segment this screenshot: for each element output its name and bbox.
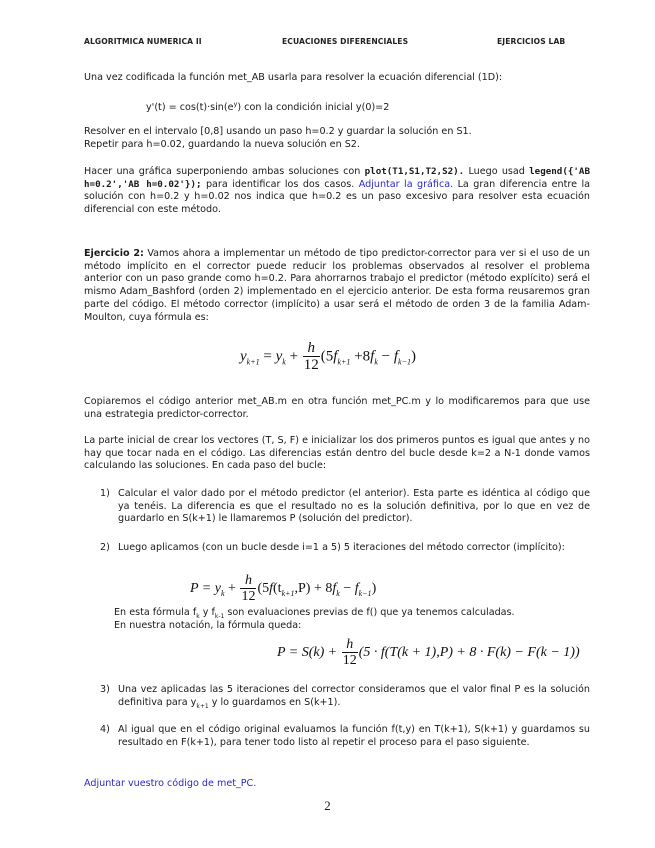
f1-f3-sub: k−1 bbox=[398, 357, 411, 367]
f2-t-sub: k+1 bbox=[281, 589, 295, 599]
ejercicio2-paragraph bbox=[84, 248, 590, 324]
step-4-number: 4) bbox=[100, 724, 110, 735]
step-2-text: Luego aplicamos (con un bucle desde i=1 a 5) 5 iteraciones del método corrector (implícito): bbox=[118, 542, 565, 553]
f2-plus: + bbox=[224, 581, 240, 597]
f2-body-c: ,P) + 8 bbox=[294, 581, 333, 597]
f1-lhs-sub: k+1 bbox=[246, 357, 260, 367]
f1-f1: f bbox=[333, 348, 338, 365]
f1-f3: f bbox=[393, 348, 399, 365]
resolve-line-2: Repetir para h=0.02, guardando la nueva solución en S2. bbox=[84, 139, 360, 150]
step-3-sub: k+1 bbox=[196, 702, 209, 710]
f2-fraction bbox=[240, 574, 256, 604]
plot-text-3: para identificar los dos casos. bbox=[201, 178, 359, 190]
note-sub-1: k bbox=[196, 612, 200, 620]
f2-f2-sub: k bbox=[336, 589, 340, 599]
f2-lhs: P = y bbox=[190, 581, 221, 597]
f2-num: h bbox=[244, 573, 252, 588]
f1-close: ) bbox=[410, 348, 416, 365]
ode-rhs: ) con la condición inicial y(0)=2 bbox=[237, 102, 390, 114]
step-1-text: Calcular el valor dado por el método predictor (el anterior). Esta parte es idéntica al código que ya tenéis. La diferencia es que el resultado no es la solución definitiva, por lo que en vez de guardarlo en S(k+1) le llamaremos P (solución del predictor). bbox=[118, 488, 590, 525]
f2-lhs-sub: k bbox=[220, 589, 225, 599]
step-1 bbox=[100, 488, 590, 526]
f1-body: (5 bbox=[320, 348, 334, 365]
notation-formula bbox=[277, 638, 580, 668]
plot-paragraph bbox=[84, 166, 590, 217]
step-2 bbox=[100, 542, 590, 555]
step-4 bbox=[100, 724, 590, 749]
intro-line: Una vez codificada la función met_AB usarla para resolver la ecuación diferencial (1D): bbox=[84, 72, 503, 83]
note-text-a: En esta fórmula f bbox=[114, 607, 197, 618]
f2-f: f bbox=[269, 581, 273, 597]
plot-text-1: Hacer una gráfica superponiendo ambas soluciones con bbox=[84, 166, 365, 177]
note-sub-2: k-1 bbox=[214, 612, 225, 620]
f3-body: (5 · f(T(k + 1),P) + 8 · F(k) − F(k − 1)) bbox=[358, 645, 580, 661]
f1-num: h bbox=[307, 340, 316, 356]
f1-mid: +8 bbox=[350, 348, 371, 365]
f1-y-sub: k bbox=[282, 357, 286, 367]
f2-f3-sub: k−1 bbox=[358, 589, 372, 599]
step-3-number: 3) bbox=[100, 684, 110, 695]
step-3-text bbox=[118, 684, 590, 713]
plot-text-2: Luego usad bbox=[464, 166, 530, 177]
f2-f2: f bbox=[332, 581, 337, 597]
step-3-text-b: y lo guardamos en S(k+1). bbox=[208, 696, 341, 708]
adams-moulton-formula bbox=[240, 341, 416, 373]
ode-sup: y bbox=[233, 100, 238, 108]
f2-body-b: (t bbox=[273, 581, 282, 597]
step-4-text: Al igual que en el código original evaluamos la función f(t,y) en T(k+1), S(k+1) y guardamos su resultado en F(k+1), para tener todo listo al repetir el proceso para el paso siguiente. bbox=[118, 724, 590, 748]
step-1-number: 1) bbox=[100, 488, 110, 499]
step-3 bbox=[100, 684, 590, 713]
ejercicio2-text: Vamos ahora a implementar un método de tipo predictor-corrector para ver si el uso de un método implícito en el corrector puede reducir los problemas observados al resolver el problema anterior con un paso grande como h=0.2. Para ahorrarnos trabajo el predictor (método explícito) será el mismo Adam_Bashford (orden 2) implementado en el ejercicio anterior. De esta forma reusaremos gran parte del código. El método corrector (implícito) a usar será el método de orden 3 de la familia Adam-Moulton, cuya fórmula es: bbox=[84, 248, 590, 323]
note-line-2: En nuestra notación, la fórmula queda: bbox=[114, 620, 302, 631]
header-left: ALGORITMICA NUMERICA II bbox=[84, 37, 202, 46]
f1-f2-sub: k bbox=[374, 357, 378, 367]
f3-lhs: P = S(k) + bbox=[277, 645, 341, 661]
f3-den: 12 bbox=[342, 653, 357, 668]
f1-minus: − bbox=[377, 348, 394, 365]
corrector-formula bbox=[190, 574, 376, 604]
f1-f2: f bbox=[370, 348, 375, 365]
f2-f3: f bbox=[354, 581, 359, 597]
f1-eq: = bbox=[259, 348, 276, 365]
note-text-c: son evaluaciones previas de f() que ya tenemos calculadas. bbox=[224, 607, 515, 618]
f1-lhs: y bbox=[240, 348, 247, 365]
resolve-line-1: Resolver en el intervalo [0,8] usando un paso h=0.2 y guardar la solución en S1. bbox=[84, 126, 472, 137]
header-center: ECUACIONES DIFERENCIALES bbox=[282, 37, 409, 46]
plot-text-4: La gran diferencia entre la solución con h=0.2 y h=0.02 nos indica que h=0.2 es un paso excesivo para resolver esta ecuación diferencial con este método. bbox=[84, 178, 590, 216]
f1-plus: + bbox=[285, 348, 302, 365]
initial-paragraph: La parte inicial de crear los vectores (T, S, F) e inicializar los dos primeros puntos es igual que antes y no hay que tocar nada en el código. Las diferencias están dentro del bucle desde k=2 a N-1 donde vamos calculando las soluciones. En cada paso del bucle: bbox=[84, 435, 590, 472]
plot-code: plot(T1,S1,T2,S2). bbox=[364, 166, 465, 177]
ode-lhs: y'(t) = cos(t)·sin(e bbox=[146, 102, 234, 114]
f2-minus: − bbox=[339, 581, 355, 597]
copy-paragraph: Copiaremos el código anterior met_AB.m en otra función met_PC.m y lo modificaremos para que use una estrategia predictor-corrector. bbox=[84, 396, 590, 420]
ejercicio2-label: Ejercicio 2: bbox=[84, 248, 144, 259]
f3-num: h bbox=[346, 637, 354, 652]
f2-den: 12 bbox=[241, 589, 256, 604]
f1-fraction bbox=[303, 341, 320, 373]
f1-y: y bbox=[275, 348, 283, 365]
page-number: 2 bbox=[324, 798, 331, 813]
f3-fraction bbox=[342, 638, 358, 668]
f1-den: 12 bbox=[303, 357, 319, 373]
step-2-number: 2) bbox=[100, 542, 110, 553]
ode-equation bbox=[146, 98, 546, 115]
legend-code: legend({'AB h=0.2','AB h=0.02'}); bbox=[84, 166, 590, 190]
note-text-b: y f bbox=[199, 607, 215, 618]
f2-close: ) bbox=[371, 581, 377, 597]
f1-f1-sub: k+1 bbox=[337, 357, 351, 367]
f2-body-a: (5 bbox=[257, 581, 270, 597]
attach-graph-link[interactable]: Adjuntar la gráfica. bbox=[358, 178, 454, 190]
step-3-text-a: Una vez aplicadas las 5 iteraciones del corrector consideramos que el valor final P es la solución definitiva para y bbox=[118, 684, 590, 708]
attach-code-link[interactable]: Adjuntar vuestro código de met_PC. bbox=[84, 778, 257, 789]
header-right: EJERCICIOS LAB bbox=[497, 37, 566, 46]
